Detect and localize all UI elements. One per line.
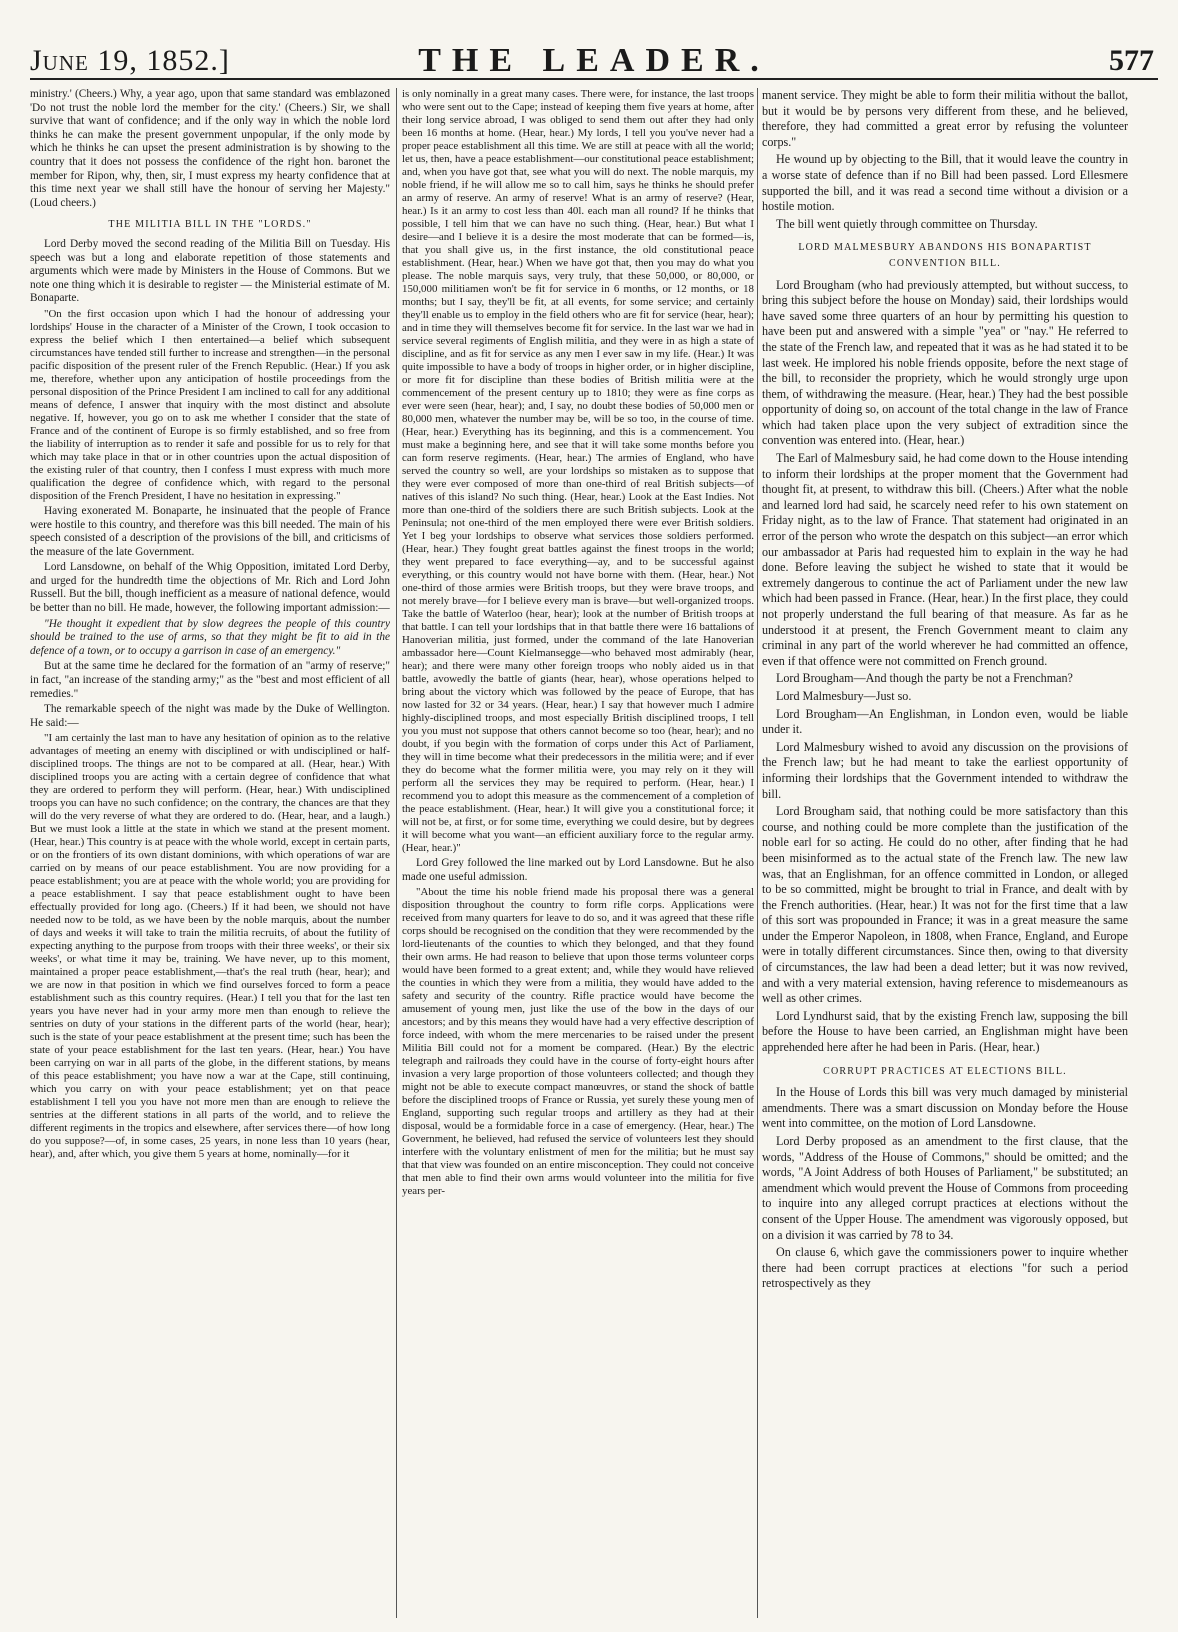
paragraph: Lord Derby moved the second reading of the Militia Bill on Tuesday. His speech was but a long and elaborate repetition of those statements and arguments which were made by Ministers in the House of Commons. But we note one thing which it is desirable to register — the Ministerial estimate of M. Bonaparte. — [30, 237, 390, 305]
newspaper-title: THE LEADER. — [418, 42, 770, 79]
issue-date: June 19, 1852.] — [30, 44, 230, 77]
paragraph: Lord Lansdowne, on behalf of the Whig Opposition, imitated Lord Derby, and urged for the hundredth time the objections of Mr. Rich and Lord John Russell. But the bill, though inefficient as a measure of national defence, would be better than no bill. He made, however, the following important admission:— — [30, 561, 390, 615]
quote: is only nominally in a great many cases. There were, for instance, the last troops who were sent out to the Cape; instead of keeping them five years at home, after their long service abroad, I was obliged to send them out after they had only been 16 months at home. (Hear, hear.) My lords, I tell you you've never had a proper peace establishment all this time. We are still at peace with all the world; let us, then, have a peace establishment—our constitutional peace establishment; and, when you have got that, see what you will do next. The noble marquis, my noble friend, if he will allow me so to call him, says he thinks he should prefer an army of reserve. An army of reserve! What is an army of reserve? (Hear, hear.) Is it an army to cost less than 40l. each man all round? If he thinks that possible, I tell him that we can have no such thing. (Hear, hear.) But what I desire—and I believe it is a desire the most moderate that can be formed—is, that you shall give us, in the first instance, the old constitutional peace establishment. (Hear, hear.) When we have got that, then you may do what you please. The noble marquis says, very truly, that these 50,000, or 80,000, or 150,000 militiamen won't be fit for service in 6 months, or 12 months, or 18 months; but I say, they'll be fit, at all events, for some service; and certainly they'll enable us to employ in the field others who are fit for service (hear, hear); and in time they will themselves become fit for service. In the last war we had in service several regiments of English militia, and they were in as high a state of discipline, and as fit for service as any men I ever saw in my life. (Hear.) It was quite impossible to have a body of troops in higher order, or in higher discipline, or more fit for discipline than these bodies of British militia were at the commencement of the present century up to 1810; they were as fine corps as ever were seen (hear, hear); and, I say, no doubt these bodies of 50,000 men or 80,000 men, whatever the number may be, will be so too, in the course of time. (Hear, hear.) Everything has its beginning, and this is a commencement. You must make a beginning here, and see that it will take some months before you can form reserve regiments. (Hear, hear.) The armies of England, who have served the country so well, are your lordships so mistaken as to suppose that they were ever composed of more than one-third of real British subjects—of natives of this island? No such thing. (Hear, hear.) Look at the East Indies. Not more than one-third of the soldiers there are such British subjects. Look at the Peninsula; not one-third of the men employed there were ever British soldiers. Yet I beg your lordships to observe what services those soldiers performed. (Hear, hear.) They fought great battles against the finest troops in the world; they went prepared to face everything—ay, and to be successful against everything, or this country would not have borne with them. (Hear, hear.) Not one-third of those armies were British troops, but they were brave troops, and not merely brave—for I believe every man is brave—but well-organized troops. Take the battle of Waterloo (hear, hear); look at the number of British troops at that battle. I can tell your lordships that in that battle there were 16 battalions of Hanoverian militia, just formed, under the command of the late Hanoverian ambassador here—Count Kielmansegge—who behaved most admirably (hear, hear); and there were many other foreign troops who nobly aided us in that battle, avowedly the battle of giants (hear, hear), whose operations helped to bring about the victory which was followed by the peace of Europe, that has now lasted for 32 or 34 years. (Hear, hear.) I say that however much I admire highly-disciplined troops, and most especially British disciplined troops, I tell you you must not suppose that others cannot become so too (hear, hear); and no doubt, if you begin with the formation of corps under this Act of Parliament, they will in time become what their predecessors in the militia were; and if ever they do become what the former militia were, you may rely on it they will perform all the services they may be required to perform. (Hear, hear.) I recommend you to adopt this measure as the commencement of a completion of the peace establishment. (Hear, hear.) It will give you a constitutional force; it will not be, at first, or for some time, everything we could desire, but by degrees it will become what you want—an efficient auxiliary force to the regular army. (Hear, hear.)" — [402, 88, 754, 854]
quote: "On the first occasion upon which I had the honour of addressing your lordships' House in the character of a Minister of the Crown, I took occasion to express the belief which I then entertained—a belief which subsequent circumstances have tended still further to increase and strengthen—in the personal pacific disposition of the present ruler of the French Republic. (Hear.) If you ask me, therefore, whether upon any anticipation of hostile proceedings from the personal disposition of the Prince President I am inclined to call for any additional means of defence, I answer that inquiry with the most distinct and absolute negative. If, however, you go on to ask me whether I consider that the state of France and of the continent of Europe is so firmly established, and so free from the liability of interruption as to render it safe and possible for us to rely for that which may take place in that or in other countries upon the actual disposition of the existing ruler of that country, then I confess I must express with much more qualification the degree of confidence which, with regard to the personal disposition of the French President, I have no hesitation in expressing." — [30, 307, 390, 502]
section-heading: THE MILITIA BILL IN THE "LORDS." — [108, 219, 312, 231]
paragraph: But at the same time he declared for the formation of an "army of reserve;" in fact, "an increase of the standing army;" as the "best and most efficient of all remedies." — [30, 660, 390, 700]
paragraph: Lord Brougham—An Englishman, in London even, would be liable under it. — [762, 706, 1128, 737]
quote: "I am certainly the last man to have any hesitation of opinion as to the relative advantages of meeting an enemy with disciplined or with undisciplined or half-disciplined troops. The things are not to be compared at all. (Hear, hear.) With disciplined troops you are acting with a certain degree of confidence that what they are ordered to perform they will perform. (Hear, hear.) With undisciplined troops you can have no such confidence; on the contrary, the chances are that they will do the very reverse of what they are ordered to do. (Hear, hear, and a laugh.) But we must look a little at the state in which we stand at the present moment. (Hear, hear.) This country is at peace with the whole world, except in certain parts, or on the frontiers of its own distant dominions, with which operations of war are carried on by means of our peace establishment. You are now providing for a peace establishment; you are at peace with the whole world; you are providing for a peace establishment. I say that peace establishment ought to have been effectually provided for long ago. (Cheers.) If it had been, we should not have needed now to be told, as we have been by the noble marquis, about the number of days and weeks it will take to train the militia recruits, of about the futility of expecting anything to the purpose from troops with their three weeks', or their six weeks', or what time it may be, training. We have never, up to this moment, maintained a proper peace establishment,—that's the real truth (hear, hear); and we are now in that position in which we find ourselves forced to form a peace establishment such as this country requires. (Hear.) I tell you that for the last ten years you have never had in your army more men than enough to relieve the sentries on duty of your stations in the different parts of the world (hear, hear); such is the state of your peace establishment at the present time; such has been the state of your peace establishment for the last ten years. (Hear, hear.) You have been carrying on war in all parts of the globe, in the different stations, by means of this peace establishment; you have now a war at the Cape, still continuing, which you carry on with your peace establishment; yet on that peace establishment I tell you you have not more men than are enough to relieve the sentries at the different stations in all parts of the world, and to relieve the different regiments in the tropics and elsewhere, after services there—of how long do you suppose?—of, in some cases, 25 years, in none less than 10 years (hear, hear), and, after which, you give them 5 years at home, nominally—for it — [30, 732, 390, 1161]
quote-italic: "He thought it expedient that by slow degrees the people of this country should be trained to the use of arms, so that they might be fit to aid in the defence of a town, or to occupy a garrison in case of an emergency." — [30, 617, 390, 657]
paragraph: In the House of Lords this bill was very much damaged by ministerial amendments. There was a smart discussion on Monday before the House went into committee, on the motion of Lord Lansdowne. — [762, 1085, 1128, 1131]
paragraph: Lord Malmesbury—Just so. — [776, 688, 912, 703]
paragraph: Lord Grey followed the line marked out by Lord Lansdowne. But he also made one useful admission. — [402, 857, 754, 883]
paragraph: On clause 6, which gave the commissioners power to inquire whether there had been corrupt practices at elections "for such a period retrospectively as they — [762, 1245, 1128, 1291]
paragraph: Lord Brougham (who had previously attempted, but without success, to bring this subject before the house on Monday) said, their lordships would have saved some three quarters of an hour by permitting his question to have been put and answered with a simple "yea" or "nay." He referred to the state of the French law, and repeated that it was as he had stated it to be last week. He implored his noble friends opposite, before the next stage of the bill, to reconsider the propriety, which he would strongly urge upon them, of withdrawing the measure. (Hear, hear.) They had the best possible opportunity of doing so, on account of the total change in the law of France which had taken place upon the very subject of extradition since the convention was entered into. (Hear, hear.) — [762, 277, 1128, 448]
paragraph: ministry.' (Cheers.) Why, a year ago, upon that same standard was emblazoned 'Do not trust the noble lord the member for the city.' (Cheers.) Sir, we shall survive that want of confidence; and if the only way in which the noble lord thinks he can make the present government unpopular, if the only mode by which he thinks he can upset the present administration is by showing to the country that it does not possess the confidence of the right hon. baronet the member for Ripon, why, then, sir, I must express my hearty confidence that at this time next year we shall still have the honour of serving her Majesty." (Loud cheers.) — [30, 88, 390, 209]
paragraph: Having exonerated M. Bonaparte, he insinuated that the people of France were hostile to this country, and therefore was this bill needed. The main of his speech consisted of a description of the provisions of the bill, and criticisms of the measure of the late Government. — [30, 504, 390, 558]
paragraph: The remarkable speech of the night was made by the Duke of Wellington. He said:— — [30, 703, 390, 729]
paragraph: The Earl of Malmesbury said, he had come down to the House intending to inform their lordships at the proper moment that the Government had thought fit, at present, to withdraw this bill. (Cheers.) After what the noble and learned lord had said, he scarcely need refer to his own statement on Friday night, as to the law of France. That statement had originated in an error of the person who wrote the despatch on this subject—an error which our ambassador at Paris had requested him to explain in the way he had done. Before leaving the subject he wished to state that it would be extremely dangerous to continue the act of Parliament under the new law which had been passed in France. (Hear, hear.) In the first place, they could not properly understand the full bearing of that measure. As far as he understood it at present, the French Government meant to claim any criminal in any part of the world wherever he had committed an offence, even if that offence were not committed on French ground. — [762, 451, 1128, 668]
paragraph: Lord Brougham said, that nothing could be more satisfactory than this course, and nothing could be more complete than the justification of the noble earl for so acting. He could do no other, after finding that he had been misinformed as to the actual state of the French law. The new law was, that an Englishman, for an offence committed in London, or alleged to be so committed, might be brought to trial in France, and dealt with by the French authorities. (Hear, hear.) It was not for the first time that a law of this sort was propounded in France; it was in a great measure the same under the Emperor Napoleon, in 1808, when France, England, and Europe were in totally different circumstances. Since then, owing to that diversity of circumstances, the law had been a dead letter; but it was now revived, and with a very material extension, having reference to misdemeanours as well as other crimes. — [762, 804, 1128, 1006]
paragraph: Lord Derby proposed as an amendment to the first clause, that the words, "Address of the House of Commons," should be omitted; and the words, "A Joint Address of both Houses of Parliament," be substituted; an amendment which would prevent the House of Commons from proceeding to inquire into any alleged corrupt practices at elections without the consent of the Upper House. The amendment was vigorously opposed, but on a division it was carried by 78 to 34. — [762, 1134, 1128, 1242]
column-divider — [396, 88, 397, 1618]
page-number: 577 — [1109, 44, 1154, 77]
quote: "About the time his noble friend made his proposal there was a general disposition throughout the country to form rifle corps. Applications were received from many quarters for leave to do so, and it was agreed that these rifle corps should be recognised on the condition that they were recommended by the lord-lieutenants of the counties to which they belonged, and that they found their own arms. He had reason to believe that upon those terms volunteer corps would have been formed to a great extent; and, while they would have relieved the counties in which they were from a militia, they would have added to the safety and security of the country. Rifle practice would have become the amusement of young men, just like the use of the bow in the days of our ancestors; and by this means they would have had a very effective description of force indeed, with whom the mere mercenaries to be raised under the present Militia Bill could not for a moment be compared. (Hear.) By the electric telegraph and railroads they could have in the course of forty-eight hours after invasion a very large proportion of those volunteers collected; and though they might not be able to execute compact manœuvres, or stand the shock of battle before the disciplined troops of France or Russia, yet surely these young men of England, supporting such regular troops and artillery as they had at their disposal, would be a formidable force in a case of emergency. (Hear, hear.) The Government, he believed, had refused the service of volunteers lest they should interfere with the voluntary enlistment of men for the militia; but he must say that that view was founded on an entire misconception. They could not conceive that men able to find their own arms would volunteer into the militia for five years per- — [402, 886, 754, 1198]
column-1 — [30, 88, 390, 1620]
paragraph: manent service. They might be able to form their militia without the ballot, but it would be by persons very different from these, and he believed, therefore, they had committed a great error by refusing the volunteer corps." — [762, 88, 1128, 149]
paragraph: The bill went quietly through committee on Thursday. — [776, 216, 1038, 231]
paragraph: He wound up by objecting to the Bill, that it would leave the country in a worse state of defence than if no Bill had been passed. Lord Ellesmere supported the bill, and it was read a second time without a division or a hostile motion. — [762, 152, 1128, 214]
column-2 — [402, 88, 754, 1620]
column-3 — [762, 88, 1128, 1620]
paragraph: Lord Brougham—And though the party be not a Frenchman? — [776, 671, 1073, 686]
masthead — [30, 38, 1158, 80]
paragraph: Lord Malmesbury wished to avoid any discussion on the provisions of the French law; but he had meant to take the earliest opportunity of informing their lordships that the Government intended to withdraw the bill. — [762, 739, 1128, 801]
section-heading: LORD MALMESBURY ABANDONS HIS BONAPARTIST CONVENTION BILL. — [798, 242, 1092, 269]
column-divider — [757, 88, 758, 1618]
section-heading: CORRUPT PRACTICES AT ELECTIONS BILL. — [823, 1065, 1067, 1077]
paragraph: Lord Lyndhurst said, that by the existing French law, supposing the bill before the House to have been carried, an Englishman might have been apprehended here after he had been in Paris. (Hear, hear.) — [762, 1008, 1128, 1055]
